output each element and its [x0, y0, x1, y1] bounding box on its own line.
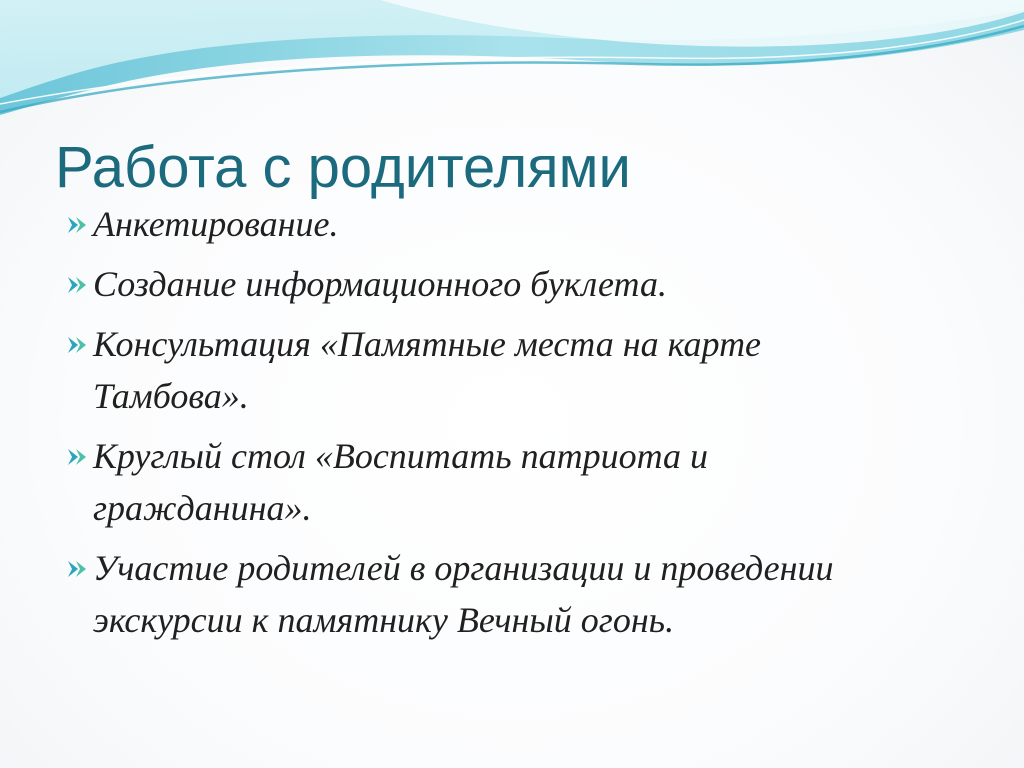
- wave-header-decoration: [0, 0, 1024, 130]
- arrowhead-bullet-icon: [62, 215, 91, 235]
- list-item: [62, 542, 922, 646]
- arrowhead-bullet-icon: [62, 559, 91, 579]
- arrowhead-bullet-icon: [62, 447, 91, 467]
- list-item-text: Участие родителей в организации и проведении экскурсии к памятнику Вечный огонь.: [93, 548, 834, 640]
- list-item-text: Круглый стол «Воспитать патриота и гражданина».: [93, 436, 709, 528]
- list-item-text: Создание информационного буклета.: [93, 264, 667, 304]
- bullet-list: [62, 198, 922, 654]
- list-item-text: Анкетирование.: [93, 204, 339, 244]
- list-item: [62, 198, 922, 250]
- list-item: [62, 318, 922, 422]
- arrowhead-bullet-icon: [62, 275, 91, 295]
- list-item: [62, 430, 922, 534]
- slide-title: Работа с родителями: [55, 135, 631, 200]
- arrowhead-bullet-icon: [62, 335, 91, 355]
- list-item: [62, 258, 922, 310]
- list-item-text: Консультация «Памятные места на карте Тамбова».: [93, 324, 762, 416]
